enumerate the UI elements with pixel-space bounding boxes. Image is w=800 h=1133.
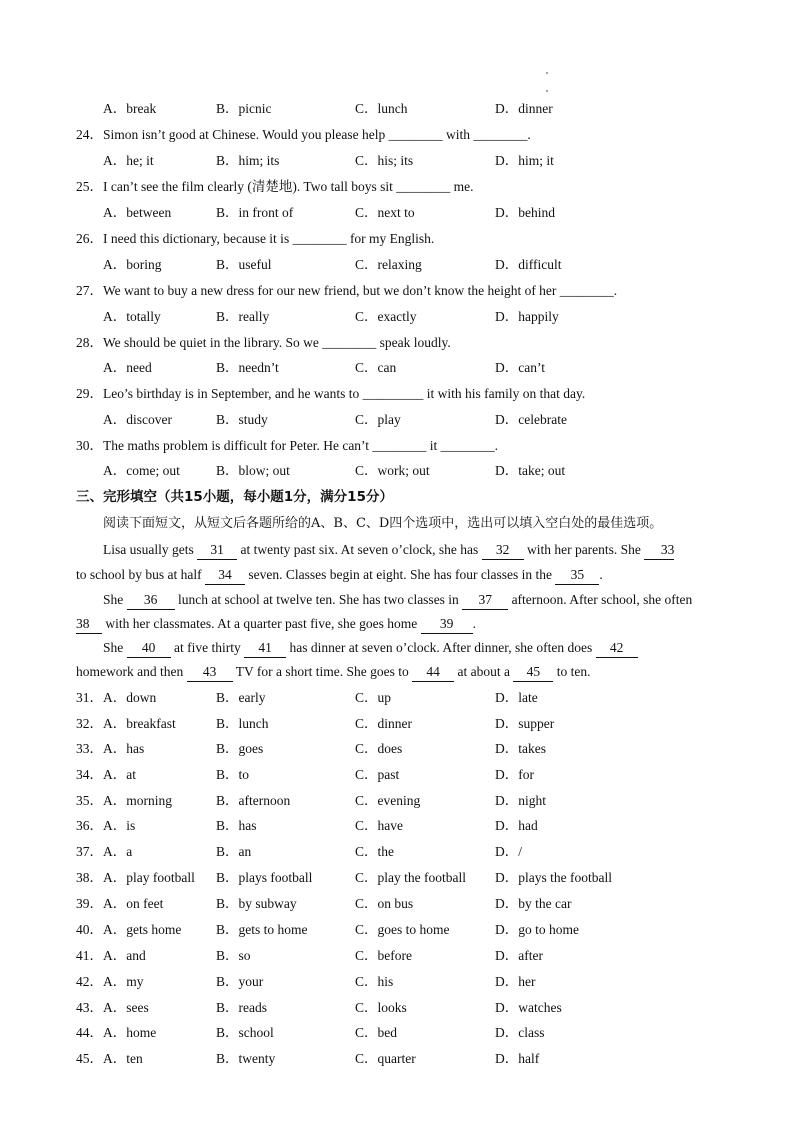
option-a: A．he; it <box>103 153 154 168</box>
question-number: 33． <box>76 741 103 756</box>
passage-text: at five thirty <box>170 640 245 655</box>
option-d: D．half <box>495 1051 540 1066</box>
option-d: D．supper <box>495 716 555 731</box>
options-row-24 <box>0 150 800 172</box>
option-d: D．can’t <box>495 360 545 375</box>
passage-text: She <box>103 640 127 655</box>
question-stem: 29．Leo’s birthday is in September, and he wants to _________ it with his family on that day. <box>76 386 586 401</box>
option-c: C．next to <box>355 205 415 220</box>
option-c: C．before <box>355 948 412 963</box>
option-c: C．does <box>355 741 403 756</box>
question-number: 42． <box>76 974 103 989</box>
question-number: 32． <box>76 716 103 731</box>
option-d: D．watches <box>495 1000 562 1015</box>
option-d: D．by the car <box>495 896 572 911</box>
option-b: B．reads <box>216 1000 267 1015</box>
blank-34: 34 <box>205 567 245 585</box>
option-a: A．gets home <box>103 922 182 937</box>
question-number: 45． <box>76 1051 103 1066</box>
options-row-29 <box>0 409 800 431</box>
passage-text: to school by bus at half <box>76 567 205 582</box>
option-a: A．sees <box>103 1000 149 1015</box>
option-d: D．her <box>495 974 536 989</box>
option-d: D．after <box>495 948 543 963</box>
passage-line <box>103 539 674 561</box>
option-c: C．dinner <box>355 716 412 731</box>
blank-41: 41 <box>244 640 286 658</box>
option-d: D．late <box>495 690 538 705</box>
question-27 <box>0 280 800 302</box>
option-b: B．early <box>216 690 266 705</box>
option-c: C．up <box>355 690 392 705</box>
blank-33: 33 <box>644 542 674 560</box>
option-b: B．to <box>216 767 250 782</box>
cloze-row <box>0 841 800 863</box>
option-b: B．has <box>216 818 257 833</box>
passage-text: with her classmates. At a quarter past five, she goes home <box>102 616 421 631</box>
passage-text: with her parents. She <box>523 542 645 557</box>
question-number: 40． <box>76 922 103 937</box>
blank-35: 35 <box>555 567 599 585</box>
cloze-row <box>0 919 800 941</box>
passage-line <box>76 613 476 635</box>
question-number: 41． <box>76 948 103 963</box>
scan-dot <box>546 90 548 92</box>
question-stem: 28．We should be quiet in the library. So we ________ speak loudly. <box>76 335 451 350</box>
options-row-27 <box>0 306 800 328</box>
option-a: A．totally <box>103 309 161 324</box>
passage-line <box>76 661 590 683</box>
option-d: D．celebrate <box>495 412 567 427</box>
question-29 <box>0 383 800 405</box>
option-c: C．quarter <box>355 1051 416 1066</box>
question-28 <box>0 332 800 354</box>
question-stem: 24．Simon isn’t good at Chinese. Would you please help ________ with ________. <box>76 127 531 142</box>
option-a: A．come; out <box>103 463 180 478</box>
option-d: D．takes <box>495 741 546 756</box>
option-c: C．looks <box>355 1000 407 1015</box>
options-row-28 <box>0 357 800 379</box>
option-a: A．discover <box>103 412 172 427</box>
blank-31: 31 <box>197 542 237 560</box>
blank-38: 38 <box>76 616 102 634</box>
passage-text: She <box>103 592 127 607</box>
option-a: A．break <box>103 101 157 116</box>
scan-dot <box>546 72 548 74</box>
passage-text: lunch at school at twelve ten. She has two classes in <box>174 592 463 607</box>
passage-text: TV for a short time. She goes to <box>232 664 413 679</box>
option-c: C．the <box>355 844 394 859</box>
question-number: 36． <box>76 818 103 833</box>
blank-32: 32 <box>482 542 524 560</box>
question-number: 35． <box>76 793 103 808</box>
passage-text: homework and then <box>76 664 187 679</box>
option-b: B．study <box>216 412 268 427</box>
options-row-23 <box>0 98 800 120</box>
option-b: B．picnic <box>216 101 272 116</box>
cloze-row <box>0 790 800 812</box>
option-c: C．lunch <box>355 101 408 116</box>
blank-45: 45 <box>513 664 553 682</box>
option-b: B．by subway <box>216 896 297 911</box>
option-d: D．difficult <box>495 257 562 272</box>
option-d: D．night <box>495 793 547 808</box>
passage-text: has dinner at seven o’clock. After dinner, she often does <box>286 640 596 655</box>
passage-line <box>103 637 638 659</box>
option-a: A．play football <box>103 870 195 885</box>
option-a: A．boring <box>103 257 162 272</box>
cloze-row <box>0 997 800 1019</box>
blank-39: 39 <box>421 616 473 634</box>
section-instruction: 阅读下面短文，从短文后各题所给的A、B、C、D四个选项中，选出可以填入空白处的最佳选项。 <box>103 516 663 531</box>
option-b: B．afternoon <box>216 793 291 808</box>
option-d: D．had <box>495 818 538 833</box>
option-a: A．morning <box>103 793 172 808</box>
option-d: D．behind <box>495 205 555 220</box>
question-number: 34． <box>76 767 103 782</box>
option-a: A．a <box>103 844 133 859</box>
option-c: C．his; its <box>355 153 414 168</box>
option-b: B．goes <box>216 741 264 756</box>
option-d: D．happily <box>495 309 559 324</box>
option-b: B．blow; out <box>216 463 290 478</box>
option-d: D．class <box>495 1025 545 1040</box>
cloze-row <box>0 893 800 915</box>
question-number: 43． <box>76 1000 103 1015</box>
option-a: A．on feet <box>103 896 164 911</box>
passage-text: Lisa usually gets <box>103 542 198 557</box>
option-c: C．bed <box>355 1025 397 1040</box>
cloze-row <box>0 764 800 786</box>
question-number: 39． <box>76 896 103 911</box>
option-c: C．play the football <box>355 870 466 885</box>
option-c: C．evening <box>355 793 421 808</box>
question-30 <box>0 435 800 457</box>
option-a: A．at <box>103 767 136 782</box>
question-number: 38． <box>76 870 103 885</box>
option-c: C．exactly <box>355 309 417 324</box>
options-row-25 <box>0 202 800 224</box>
question-25 <box>0 176 800 198</box>
option-d: D．take; out <box>495 463 566 478</box>
question-number: 37． <box>76 844 103 859</box>
cloze-row <box>0 867 800 889</box>
option-b: B．your <box>216 974 264 989</box>
option-d: D．go to home <box>495 922 579 937</box>
option-c: C．on bus <box>355 896 414 911</box>
question-stem: 30．The maths problem is difficult for Peter. He can’t ________ it ________. <box>76 438 499 453</box>
option-b: B．plays football <box>216 870 313 885</box>
option-a: A．breakfast <box>103 716 176 731</box>
option-a: A．is <box>103 818 136 833</box>
blank-40: 40 <box>127 640 171 658</box>
question-number: 44． <box>76 1025 103 1040</box>
passage-text: to ten. <box>553 664 591 679</box>
question-24 <box>0 124 800 146</box>
passage-text: . <box>599 567 603 582</box>
question-stem: 25．I can’t see the film clearly (清楚地). Two tall boys sit ________ me. <box>76 179 474 194</box>
option-a: A．ten <box>103 1051 143 1066</box>
option-b: B．needn’t <box>216 360 279 375</box>
blank-42: 42 <box>596 640 638 658</box>
cloze-row <box>0 945 800 967</box>
passage-line <box>103 589 692 611</box>
option-b: B．twenty <box>216 1051 276 1066</box>
cloze-row <box>0 738 800 760</box>
options-row-26 <box>0 254 800 276</box>
option-c: C．relaxing <box>355 257 422 272</box>
passage-text: . <box>472 616 477 631</box>
cloze-row <box>0 713 800 735</box>
passage-text: at twenty past six. At seven o’clock, she has <box>237 542 482 557</box>
blank-44: 44 <box>412 664 454 682</box>
passage-text: seven. Classes begin at eight. She has four classes in the <box>244 567 556 582</box>
option-c: C．play <box>355 412 401 427</box>
option-c: C．his <box>355 974 394 989</box>
cloze-row <box>0 1022 800 1044</box>
option-a: A．and <box>103 948 146 963</box>
option-d: D．dinner <box>495 101 553 116</box>
option-d: D．/ <box>495 844 522 859</box>
option-b: B．school <box>216 1025 274 1040</box>
option-b: B．in front of <box>216 205 294 220</box>
option-b: B．him; its <box>216 153 280 168</box>
option-c: C．can <box>355 360 397 375</box>
option-b: B．lunch <box>216 716 269 731</box>
option-c: C．past <box>355 767 400 782</box>
option-b: B．useful <box>216 257 272 272</box>
option-c: C．goes to home <box>355 922 450 937</box>
section-title: 三、完形填空（共15小题，每小题1分，满分15分） <box>76 489 393 505</box>
option-a: A．has <box>103 741 145 756</box>
blank-43: 43 <box>187 664 233 682</box>
option-b: B．really <box>216 309 270 324</box>
option-b: B．so <box>216 948 251 963</box>
question-number: 31． <box>76 690 103 705</box>
question-26 <box>0 228 800 250</box>
question-stem: 26．I need this dictionary, because it is ________ for my English. <box>76 231 435 246</box>
passage-text: at about a <box>454 664 514 679</box>
option-c: C．have <box>355 818 403 833</box>
blank-37: 37 <box>462 592 508 610</box>
cloze-row <box>0 687 800 709</box>
option-b: B．an <box>216 844 252 859</box>
cloze-row <box>0 971 800 993</box>
option-a: A．home <box>103 1025 157 1040</box>
blank-36: 36 <box>127 592 175 610</box>
option-d: D．him; it <box>495 153 554 168</box>
options-row-30 <box>0 460 800 482</box>
cloze-row <box>0 1048 800 1070</box>
question-stem: 27．We want to buy a new dress for our new friend, but we don’t know the height of her ________. <box>76 283 618 298</box>
option-b: B．gets to home <box>216 922 308 937</box>
option-c: C．work; out <box>355 463 430 478</box>
option-a: A．down <box>103 690 157 705</box>
passage-line <box>76 564 603 586</box>
option-a: A．need <box>103 360 152 375</box>
option-a: A．my <box>103 974 144 989</box>
option-a: A．between <box>103 205 172 220</box>
cloze-row <box>0 815 800 837</box>
option-d: D．plays the football <box>495 870 612 885</box>
option-d: D．for <box>495 767 534 782</box>
passage-text: afternoon. After school, she often <box>508 592 693 607</box>
